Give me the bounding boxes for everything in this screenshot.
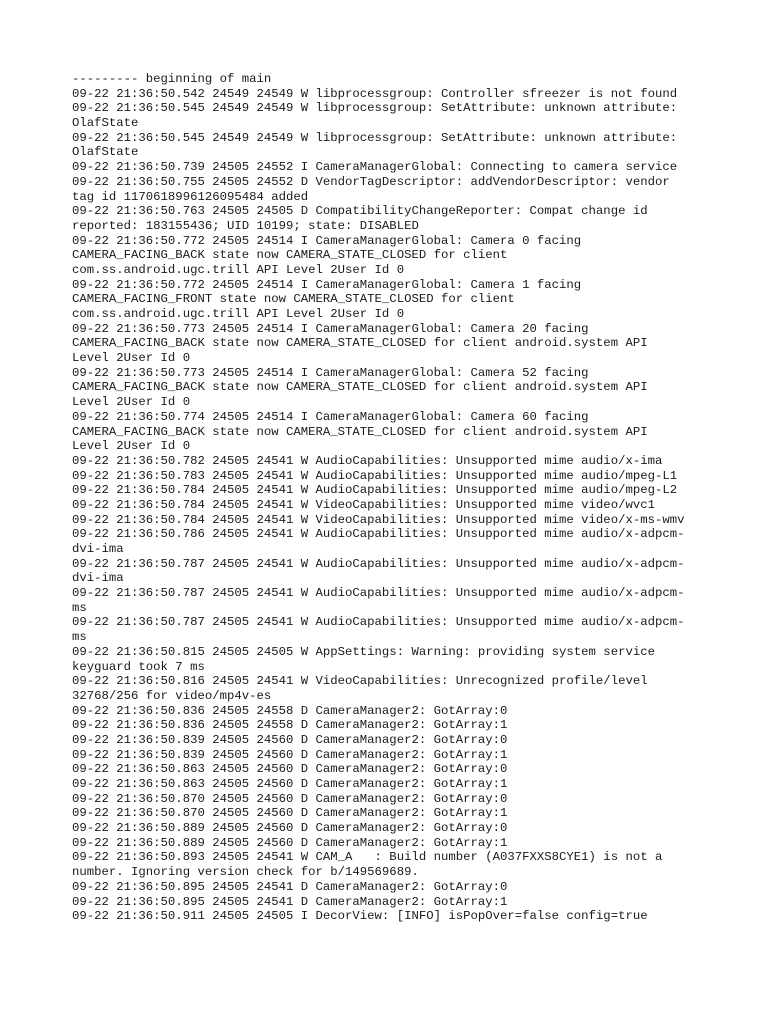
log-entry: 09-22 21:36:50.815 24505 24505 W AppSettings: Warning: providing system service keyguard took 7 ms <box>72 644 655 674</box>
log-entry: 09-22 21:36:50.839 24505 24560 D CameraManager2: GotArray:0 <box>72 732 508 747</box>
log-entry: 09-22 21:36:50.786 24505 24541 W AudioCapabilities: Unsupported mime audio/x-adpcm- dvi-ima <box>72 527 685 556</box>
log-entry: 09-22 21:36:50.787 24505 24541 W AudioCapabilities: Unsupported mime audio/x-adpcm- dvi-ima <box>72 556 685 586</box>
log-entry: 09-22 21:36:50.784 24505 24541 W AudioCapabilities: Unsupported mime audio/mpeg-L2 <box>72 483 678 498</box>
log-entry: 09-22 21:36:50.755 24505 24552 D VendorTagDescriptor: addVendorDescriptor: vendor tag id 1170618996126095484 added <box>72 174 670 204</box>
log-entry: 09-22 21:36:50.895 24505 24541 D CameraManager2: GotArray:1 <box>72 894 508 909</box>
log-entry: 09-22 21:36:50.784 24505 24541 W VideoCapabilities: Unsupported mime video/x-ms-wmv <box>72 512 685 527</box>
log-entry: 09-22 21:36:50.787 24505 24541 W AudioCapabilities: Unsupported mime audio/x-adpcm- ms <box>72 586 685 615</box>
log-entry: 09-22 21:36:50.836 24505 24558 D CameraManager2: GotArray:1 <box>72 718 508 733</box>
log-entry: 09-22 21:36:50.763 24505 24505 D CompatibilityChangeReporter: Compat change id reported: 183155436; UID 10199; state: DISABLED <box>72 204 648 233</box>
log-entry: 09-22 21:36:50.773 24505 24514 I CameraManagerGlobal: Camera 20 facing CAMERA_FACING_BACK state now CAMERA_STATE_CLOSED for client android.system API Level 2User Id 0 <box>72 321 648 366</box>
log-entry: 09-22 21:36:50.787 24505 24541 W AudioCapabilities: Unsupported mime audio/x-adpcm- ms <box>72 615 685 645</box>
log-entry: 09-22 21:36:50.739 24505 24552 I CameraManagerGlobal: Connecting to camera service <box>72 160 678 175</box>
log-entry: 09-22 21:36:50.889 24505 24560 D CameraManager2: GotArray:1 <box>72 835 508 850</box>
log-entry: 09-22 21:36:50.545 24549 24549 W libprocessgroup: SetAttribute: unknown attribute: OlafState <box>72 101 678 131</box>
log-entry: 09-22 21:36:50.870 24505 24560 D CameraManager2: GotArray:0 <box>72 791 508 806</box>
log-entry: 09-22 21:36:50.816 24505 24541 W VideoCapabilities: Unrecognized profile/level 32768/256 for video/mp4v-es <box>72 674 648 703</box>
log-entry: 09-22 21:36:50.545 24549 24549 W libprocessgroup: SetAttribute: unknown attribute: OlafState <box>72 130 678 160</box>
log-entry: 09-22 21:36:50.839 24505 24560 D CameraManager2: GotArray:1 <box>72 747 508 762</box>
log-entry: 09-22 21:36:50.773 24505 24514 I CameraManagerGlobal: Camera 52 facing CAMERA_FACING_BACK state now CAMERA_STATE_CLOSED for client android.system API Level 2User Id 0 <box>72 365 648 410</box>
log-entry: 09-22 21:36:50.782 24505 24541 W AudioCapabilities: Unsupported mime audio/x-ima <box>72 453 663 468</box>
log-entry: 09-22 21:36:50.911 24505 24505 I DecorView: [INFO] isPopOver=false config=true <box>72 909 648 924</box>
log-entry: 09-22 21:36:50.542 24549 24549 W libprocessgroup: Controller sfreezer is not found <box>72 86 678 101</box>
log-entry: 09-22 21:36:50.889 24505 24560 D CameraManager2: GotArray:0 <box>72 821 508 836</box>
log-entry: 09-22 21:36:50.870 24505 24560 D CameraManager2: GotArray:1 <box>72 806 508 821</box>
log-entry: 09-22 21:36:50.784 24505 24541 W VideoCapabilities: Unsupported mime video/wvc1 <box>72 497 655 512</box>
log-entry: 09-22 21:36:50.774 24505 24514 I CameraManagerGlobal: Camera 60 facing CAMERA_FACING_BACK state now CAMERA_STATE_CLOSED for client android.system API Level 2User Id 0 <box>72 409 648 454</box>
log-entry: 09-22 21:36:50.893 24505 24541 W CAM_A : Build number (A037FXXS8CYE1) is not a number. Ignoring version check for b/149569689. <box>72 850 663 880</box>
log-text <box>72 72 712 924</box>
log-entry: 09-22 21:36:50.783 24505 24541 W AudioCapabilities: Unsupported mime audio/mpeg-L1 <box>72 468 678 483</box>
log-entry: 09-22 21:36:50.863 24505 24560 D CameraManager2: GotArray:1 <box>72 777 508 791</box>
log-entry: 09-22 21:36:50.863 24505 24560 D CameraManager2: GotArray:0 <box>72 762 508 777</box>
log-entry: 09-22 21:36:50.772 24505 24514 I CameraManagerGlobal: Camera 1 facing CAMERA_FACING_FRONT state now CAMERA_STATE_CLOSED for client com.ss.android.ugc.trill API Level 2User Id 0 <box>72 277 582 321</box>
log-entry: 09-22 21:36:50.836 24505 24558 D CameraManager2: GotArray:0 <box>72 703 508 718</box>
log-entry: 09-22 21:36:50.895 24505 24541 D CameraManager2: GotArray:0 <box>72 879 508 894</box>
log-entry: 09-22 21:36:50.772 24505 24514 I CameraManagerGlobal: Camera 0 facing CAMERA_FACING_BACK state now CAMERA_STATE_CLOSED for client com.ss.android.ugc.trill API Level 2User Id 0 <box>72 233 582 277</box>
log-header-line: --------- beginning of main <box>72 72 272 86</box>
